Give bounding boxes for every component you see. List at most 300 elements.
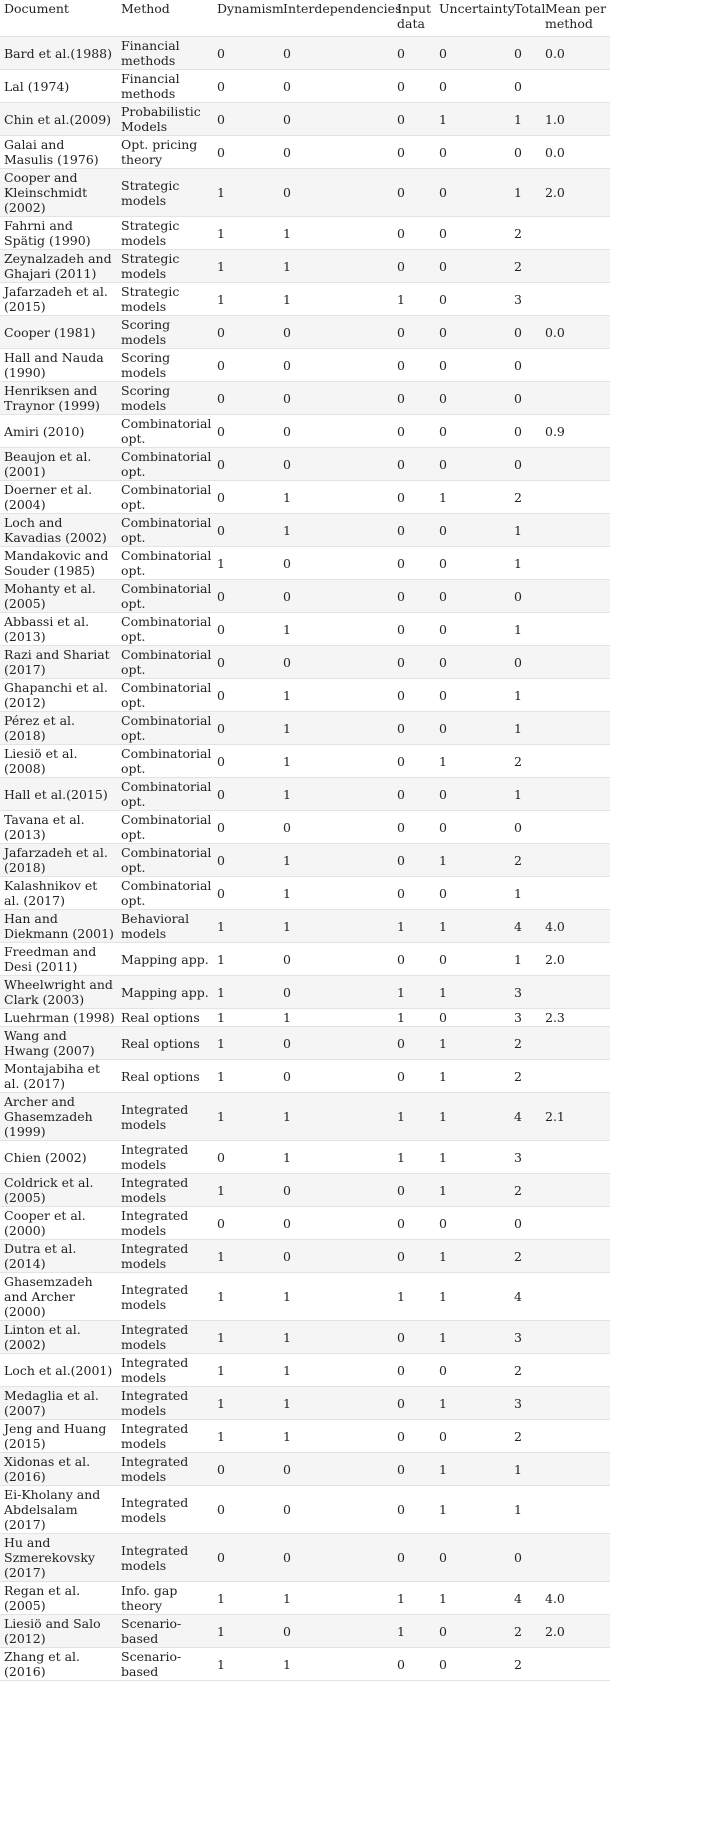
- mean-per-method-cell: [541, 1240, 610, 1273]
- dynamism-cell: 0: [213, 349, 279, 382]
- uncertainty-cell: 1: [435, 1060, 510, 1093]
- total-cell: 2: [510, 217, 541, 250]
- table-row: [0, 1486, 610, 1534]
- mean-per-method-cell: [541, 877, 610, 910]
- mean-per-method-cell: [541, 844, 610, 877]
- dynamism-cell: 0: [213, 37, 279, 70]
- dynamism-cell: 1: [213, 1174, 279, 1207]
- document-cell: Coldrick et al. (2005): [0, 1174, 117, 1207]
- interdependencies-cell: 0: [279, 1486, 393, 1534]
- document-cell: Zeynalzadeh and Ghajari (2011): [0, 250, 117, 283]
- header-dynamism: Dynamism: [213, 0, 279, 37]
- document-cell: Ghapanchi et al. (2012): [0, 679, 117, 712]
- input-data-cell: 0: [393, 943, 435, 976]
- method-cell: Integrated models: [117, 1240, 213, 1273]
- uncertainty-cell: 1: [435, 103, 510, 136]
- input-data-cell: 0: [393, 1174, 435, 1207]
- uncertainty-cell: 0: [435, 877, 510, 910]
- total-cell: 0: [510, 811, 541, 844]
- total-cell: 3: [510, 1387, 541, 1420]
- document-cell: Luehrman (1998): [0, 1009, 117, 1027]
- input-data-cell: 0: [393, 679, 435, 712]
- uncertainty-cell: 0: [435, 283, 510, 316]
- mean-per-method-cell: [541, 679, 610, 712]
- table-row: [0, 103, 610, 136]
- input-data-cell: 0: [393, 136, 435, 169]
- document-cell: Wang and Hwang (2007): [0, 1027, 117, 1060]
- input-data-cell: 1: [393, 1273, 435, 1321]
- mean-per-method-cell: 2.3: [541, 1009, 610, 1027]
- method-cell: Combinatorial opt.: [117, 580, 213, 613]
- uncertainty-cell: 0: [435, 547, 510, 580]
- table-row: [0, 613, 610, 646]
- interdependencies-cell: 0: [279, 1240, 393, 1273]
- table-row: [0, 1093, 610, 1141]
- table-row: [0, 1615, 610, 1648]
- input-data-cell: 0: [393, 1027, 435, 1060]
- dynamism-cell: 0: [213, 1534, 279, 1582]
- total-cell: 3: [510, 976, 541, 1009]
- mean-per-method-cell: [541, 811, 610, 844]
- mean-per-method-cell: [541, 580, 610, 613]
- method-cell: Combinatorial opt.: [117, 844, 213, 877]
- dynamism-cell: 0: [213, 70, 279, 103]
- mean-per-method-cell: [541, 1207, 610, 1240]
- table-row: [0, 1321, 610, 1354]
- method-cell: Integrated models: [117, 1174, 213, 1207]
- method-cell: Combinatorial opt.: [117, 613, 213, 646]
- method-cell: Scenario-based: [117, 1615, 213, 1648]
- input-data-cell: 0: [393, 877, 435, 910]
- interdependencies-cell: 1: [279, 844, 393, 877]
- uncertainty-cell: 0: [435, 382, 510, 415]
- input-data-cell: 0: [393, 316, 435, 349]
- method-cell: Combinatorial opt.: [117, 679, 213, 712]
- interdependencies-cell: 0: [279, 1207, 393, 1240]
- total-cell: 1: [510, 103, 541, 136]
- input-data-cell: 0: [393, 1207, 435, 1240]
- method-cell: Scenario-based: [117, 1648, 213, 1681]
- dynamism-cell: 0: [213, 448, 279, 481]
- document-cell: Ei-Kholany and Abdelsalam (2017): [0, 1486, 117, 1534]
- document-cell: Han and Diekmann (2001): [0, 910, 117, 943]
- table-row: [0, 37, 610, 70]
- document-cell: Chien (2002): [0, 1141, 117, 1174]
- interdependencies-cell: 1: [279, 217, 393, 250]
- interdependencies-cell: 0: [279, 976, 393, 1009]
- total-cell: 2: [510, 745, 541, 778]
- mean-per-method-cell: [541, 1453, 610, 1486]
- table-row: [0, 1453, 610, 1486]
- document-cell: Regan et al. (2005): [0, 1582, 117, 1615]
- method-cell: Combinatorial opt.: [117, 778, 213, 811]
- interdependencies-cell: 1: [279, 1387, 393, 1420]
- mean-per-method-cell: [541, 70, 610, 103]
- document-cell: Abbassi et al. (2013): [0, 613, 117, 646]
- method-cell: Integrated models: [117, 1453, 213, 1486]
- table-row: [0, 1027, 610, 1060]
- mean-per-method-cell: [541, 1420, 610, 1453]
- method-cell: Scoring models: [117, 316, 213, 349]
- interdependencies-cell: 1: [279, 283, 393, 316]
- table-row: [0, 217, 610, 250]
- total-cell: 0: [510, 646, 541, 679]
- method-cell: Integrated models: [117, 1141, 213, 1174]
- method-cell: Combinatorial opt.: [117, 811, 213, 844]
- method-cell: Combinatorial opt.: [117, 514, 213, 547]
- input-data-cell: 1: [393, 283, 435, 316]
- total-cell: 4: [510, 1582, 541, 1615]
- uncertainty-cell: 0: [435, 1648, 510, 1681]
- document-cell: Cooper and Kleinschmidt (2002): [0, 169, 117, 217]
- interdependencies-cell: 0: [279, 1027, 393, 1060]
- uncertainty-cell: 0: [435, 1354, 510, 1387]
- mean-per-method-cell: 4.0: [541, 910, 610, 943]
- mean-per-method-cell: [541, 217, 610, 250]
- input-data-cell: 1: [393, 910, 435, 943]
- dynamism-cell: 1: [213, 217, 279, 250]
- table-row: [0, 1354, 610, 1387]
- mean-per-method-cell: 2.0: [541, 943, 610, 976]
- document-cell: Fahrni and Spätig (1990): [0, 217, 117, 250]
- dynamism-cell: 0: [213, 844, 279, 877]
- dynamism-cell: 0: [213, 877, 279, 910]
- interdependencies-cell: 0: [279, 349, 393, 382]
- document-cell: Henriksen and Traynor (1999): [0, 382, 117, 415]
- uncertainty-cell: 1: [435, 745, 510, 778]
- interdependencies-cell: 0: [279, 811, 393, 844]
- dynamism-cell: 0: [213, 778, 279, 811]
- document-cell: Jeng and Huang (2015): [0, 1420, 117, 1453]
- uncertainty-cell: 0: [435, 811, 510, 844]
- input-data-cell: 0: [393, 1453, 435, 1486]
- method-cell: Opt. pricing theory: [117, 136, 213, 169]
- table-row: [0, 844, 610, 877]
- uncertainty-cell: 0: [435, 943, 510, 976]
- method-cell: Integrated models: [117, 1354, 213, 1387]
- dynamism-cell: 0: [213, 712, 279, 745]
- total-cell: 0: [510, 448, 541, 481]
- document-cell: Jafarzadeh et al. (2015): [0, 283, 117, 316]
- mean-per-method-cell: [541, 1486, 610, 1534]
- table-row: [0, 811, 610, 844]
- mean-per-method-cell: [541, 1273, 610, 1321]
- uncertainty-cell: 0: [435, 1009, 510, 1027]
- interdependencies-cell: 0: [279, 136, 393, 169]
- uncertainty-cell: 1: [435, 1174, 510, 1207]
- input-data-cell: 1: [393, 1009, 435, 1027]
- dynamism-cell: 1: [213, 1321, 279, 1354]
- header-document: Document: [0, 0, 117, 37]
- document-cell: Ghasemzadeh and Archer (2000): [0, 1273, 117, 1321]
- uncertainty-cell: 0: [435, 349, 510, 382]
- table-row: [0, 70, 610, 103]
- input-data-cell: 1: [393, 1093, 435, 1141]
- dynamism-cell: 1: [213, 547, 279, 580]
- method-cell: Strategic models: [117, 217, 213, 250]
- mean-per-method-cell: [541, 1060, 610, 1093]
- method-cell: Integrated models: [117, 1207, 213, 1240]
- input-data-cell: 0: [393, 169, 435, 217]
- document-cell: Mohanty et al. (2005): [0, 580, 117, 613]
- table-row: [0, 514, 610, 547]
- method-cell: Integrated models: [117, 1321, 213, 1354]
- dynamism-cell: 0: [213, 580, 279, 613]
- table-row: [0, 1060, 610, 1093]
- method-cell: Integrated models: [117, 1486, 213, 1534]
- document-cell: Liesiö and Salo (2012): [0, 1615, 117, 1648]
- input-data-cell: 0: [393, 1240, 435, 1273]
- uncertainty-cell: 0: [435, 250, 510, 283]
- document-cell: Cooper (1981): [0, 316, 117, 349]
- dynamism-cell: 0: [213, 316, 279, 349]
- interdependencies-cell: 0: [279, 382, 393, 415]
- input-data-cell: 1: [393, 1141, 435, 1174]
- total-cell: 4: [510, 910, 541, 943]
- mean-per-method-cell: 0.9: [541, 415, 610, 448]
- total-cell: 1: [510, 778, 541, 811]
- uncertainty-cell: 0: [435, 37, 510, 70]
- table-row: [0, 1420, 610, 1453]
- input-data-cell: 0: [393, 778, 435, 811]
- mean-per-method-cell: [541, 613, 610, 646]
- dynamism-cell: 1: [213, 910, 279, 943]
- input-data-cell: 0: [393, 1060, 435, 1093]
- input-data-cell: 0: [393, 37, 435, 70]
- table-row: [0, 1174, 610, 1207]
- dynamism-cell: 1: [213, 1093, 279, 1141]
- total-cell: 1: [510, 514, 541, 547]
- mean-per-method-cell: [541, 712, 610, 745]
- input-data-cell: 0: [393, 481, 435, 514]
- document-cell: Hall et al.(2015): [0, 778, 117, 811]
- table-row: [0, 1387, 610, 1420]
- input-data-cell: 0: [393, 448, 435, 481]
- table-row: [0, 349, 610, 382]
- uncertainty-cell: 0: [435, 70, 510, 103]
- table-row: [0, 415, 610, 448]
- method-cell: Strategic models: [117, 250, 213, 283]
- input-data-cell: 0: [393, 712, 435, 745]
- mean-per-method-cell: 0.0: [541, 136, 610, 169]
- document-cell: Galai and Masulis (1976): [0, 136, 117, 169]
- method-cell: Integrated models: [117, 1420, 213, 1453]
- interdependencies-cell: 1: [279, 712, 393, 745]
- input-data-cell: 0: [393, 415, 435, 448]
- table-row: [0, 316, 610, 349]
- mean-per-method-cell: 2.0: [541, 169, 610, 217]
- mean-per-method-cell: [541, 514, 610, 547]
- table-row: [0, 136, 610, 169]
- method-cell: Scoring models: [117, 349, 213, 382]
- uncertainty-cell: 0: [435, 217, 510, 250]
- total-cell: 4: [510, 1273, 541, 1321]
- total-cell: 0: [510, 37, 541, 70]
- mean-per-method-cell: [541, 547, 610, 580]
- interdependencies-cell: 1: [279, 481, 393, 514]
- interdependencies-cell: 1: [279, 1648, 393, 1681]
- input-data-cell: 0: [393, 547, 435, 580]
- interdependencies-cell: 0: [279, 1060, 393, 1093]
- total-cell: 1: [510, 613, 541, 646]
- mean-per-method-cell: [541, 745, 610, 778]
- total-cell: 4: [510, 1093, 541, 1141]
- input-data-cell: 0: [393, 514, 435, 547]
- interdependencies-cell: 1: [279, 910, 393, 943]
- input-data-cell: 0: [393, 1387, 435, 1420]
- table-row: [0, 778, 610, 811]
- dynamism-cell: 0: [213, 1141, 279, 1174]
- total-cell: 2: [510, 250, 541, 283]
- method-cell: Integrated models: [117, 1534, 213, 1582]
- dynamism-cell: 0: [213, 103, 279, 136]
- mean-per-method-cell: [541, 283, 610, 316]
- table-row: [0, 1534, 610, 1582]
- table-row: [0, 679, 610, 712]
- input-data-cell: 0: [393, 217, 435, 250]
- dynamism-cell: 1: [213, 1354, 279, 1387]
- input-data-cell: 1: [393, 976, 435, 1009]
- table-row: [0, 1009, 610, 1027]
- input-data-cell: 1: [393, 1615, 435, 1648]
- document-cell: Hall and Nauda (1990): [0, 349, 117, 382]
- uncertainty-cell: 1: [435, 1093, 510, 1141]
- interdependencies-cell: 0: [279, 316, 393, 349]
- dynamism-cell: 1: [213, 1273, 279, 1321]
- interdependencies-cell: 0: [279, 943, 393, 976]
- dynamism-cell: 1: [213, 1060, 279, 1093]
- total-cell: 2: [510, 1615, 541, 1648]
- document-cell: Tavana et al. (2013): [0, 811, 117, 844]
- dynamism-cell: 1: [213, 1387, 279, 1420]
- input-data-cell: 0: [393, 103, 435, 136]
- dynamism-cell: 1: [213, 943, 279, 976]
- method-cell: Combinatorial opt.: [117, 415, 213, 448]
- uncertainty-cell: 1: [435, 1141, 510, 1174]
- document-cell: Zhang et al. (2016): [0, 1648, 117, 1681]
- uncertainty-cell: 0: [435, 580, 510, 613]
- total-cell: 1: [510, 1486, 541, 1534]
- input-data-cell: 0: [393, 1321, 435, 1354]
- header-input-data: Input data: [393, 0, 435, 37]
- uncertainty-cell: 0: [435, 613, 510, 646]
- total-cell: 2: [510, 1240, 541, 1273]
- dynamism-cell: 0: [213, 481, 279, 514]
- dynamism-cell: 0: [213, 136, 279, 169]
- document-cell: Linton et al. (2002): [0, 1321, 117, 1354]
- header-mean-per-method: Mean per method: [541, 0, 610, 37]
- uncertainty-cell: 1: [435, 1027, 510, 1060]
- uncertainty-cell: 1: [435, 1582, 510, 1615]
- method-cell: Real options: [117, 1027, 213, 1060]
- dynamism-cell: 0: [213, 646, 279, 679]
- table-row: [0, 745, 610, 778]
- total-cell: 1: [510, 877, 541, 910]
- mean-per-method-cell: 2.1: [541, 1093, 610, 1141]
- method-cell: Integrated models: [117, 1093, 213, 1141]
- table-row: [0, 250, 610, 283]
- header-interdependencies: Interdependencies: [279, 0, 393, 37]
- uncertainty-cell: 0: [435, 646, 510, 679]
- input-data-cell: 1: [393, 1582, 435, 1615]
- table-row: [0, 382, 610, 415]
- uncertainty-cell: 0: [435, 679, 510, 712]
- interdependencies-cell: 1: [279, 877, 393, 910]
- total-cell: 1: [510, 712, 541, 745]
- uncertainty-cell: 0: [435, 1615, 510, 1648]
- dynamism-cell: 1: [213, 1240, 279, 1273]
- mean-per-method-cell: [541, 481, 610, 514]
- uncertainty-cell: 0: [435, 415, 510, 448]
- input-data-cell: 0: [393, 1534, 435, 1582]
- document-cell: Montajabiha et al. (2017): [0, 1060, 117, 1093]
- interdependencies-cell: 0: [279, 547, 393, 580]
- dynamism-cell: 0: [213, 811, 279, 844]
- mean-per-method-cell: 4.0: [541, 1582, 610, 1615]
- uncertainty-cell: 0: [435, 1207, 510, 1240]
- dynamism-cell: 0: [213, 415, 279, 448]
- table-row: [0, 910, 610, 943]
- uncertainty-cell: 1: [435, 844, 510, 877]
- dynamism-cell: 0: [213, 514, 279, 547]
- table-row: [0, 1582, 610, 1615]
- mean-per-method-cell: [541, 1141, 610, 1174]
- method-cell: Info. gap theory: [117, 1582, 213, 1615]
- document-cell: Lal (1974): [0, 70, 117, 103]
- interdependencies-cell: 1: [279, 1093, 393, 1141]
- document-cell: Mandakovic and Souder (1985): [0, 547, 117, 580]
- uncertainty-cell: 0: [435, 1420, 510, 1453]
- input-data-cell: 0: [393, 745, 435, 778]
- method-cell: Scoring models: [117, 382, 213, 415]
- method-cell: Real options: [117, 1009, 213, 1027]
- total-cell: 1: [510, 169, 541, 217]
- total-cell: 1: [510, 547, 541, 580]
- dynamism-cell: 0: [213, 1453, 279, 1486]
- uncertainty-cell: 0: [435, 448, 510, 481]
- document-cell: Bard et al.(1988): [0, 37, 117, 70]
- method-cell: Combinatorial opt.: [117, 745, 213, 778]
- mean-per-method-cell: [541, 1387, 610, 1420]
- interdependencies-cell: 0: [279, 103, 393, 136]
- total-cell: 1: [510, 1453, 541, 1486]
- document-cell: Liesiö et al. (2008): [0, 745, 117, 778]
- document-cell: Loch and Kavadias (2002): [0, 514, 117, 547]
- interdependencies-cell: 0: [279, 37, 393, 70]
- total-cell: 0: [510, 1207, 541, 1240]
- table-row: [0, 547, 610, 580]
- table-row: [0, 1648, 610, 1681]
- method-cell: Financial methods: [117, 37, 213, 70]
- interdependencies-cell: 0: [279, 646, 393, 679]
- method-cell: Probabilistic Models: [117, 103, 213, 136]
- document-cell: Freedman and Desi (2011): [0, 943, 117, 976]
- total-cell: 2: [510, 1027, 541, 1060]
- total-cell: 3: [510, 283, 541, 316]
- document-cell: Chin et al.(2009): [0, 103, 117, 136]
- dynamism-cell: 0: [213, 679, 279, 712]
- total-cell: 2: [510, 1420, 541, 1453]
- dynamism-cell: 1: [213, 1009, 279, 1027]
- header-total: Total: [510, 0, 541, 37]
- header-method: Method: [117, 0, 213, 37]
- dynamism-cell: 0: [213, 1486, 279, 1534]
- table-row: [0, 580, 610, 613]
- interdependencies-cell: 1: [279, 613, 393, 646]
- total-cell: 0: [510, 382, 541, 415]
- total-cell: 1: [510, 679, 541, 712]
- interdependencies-cell: 1: [279, 1321, 393, 1354]
